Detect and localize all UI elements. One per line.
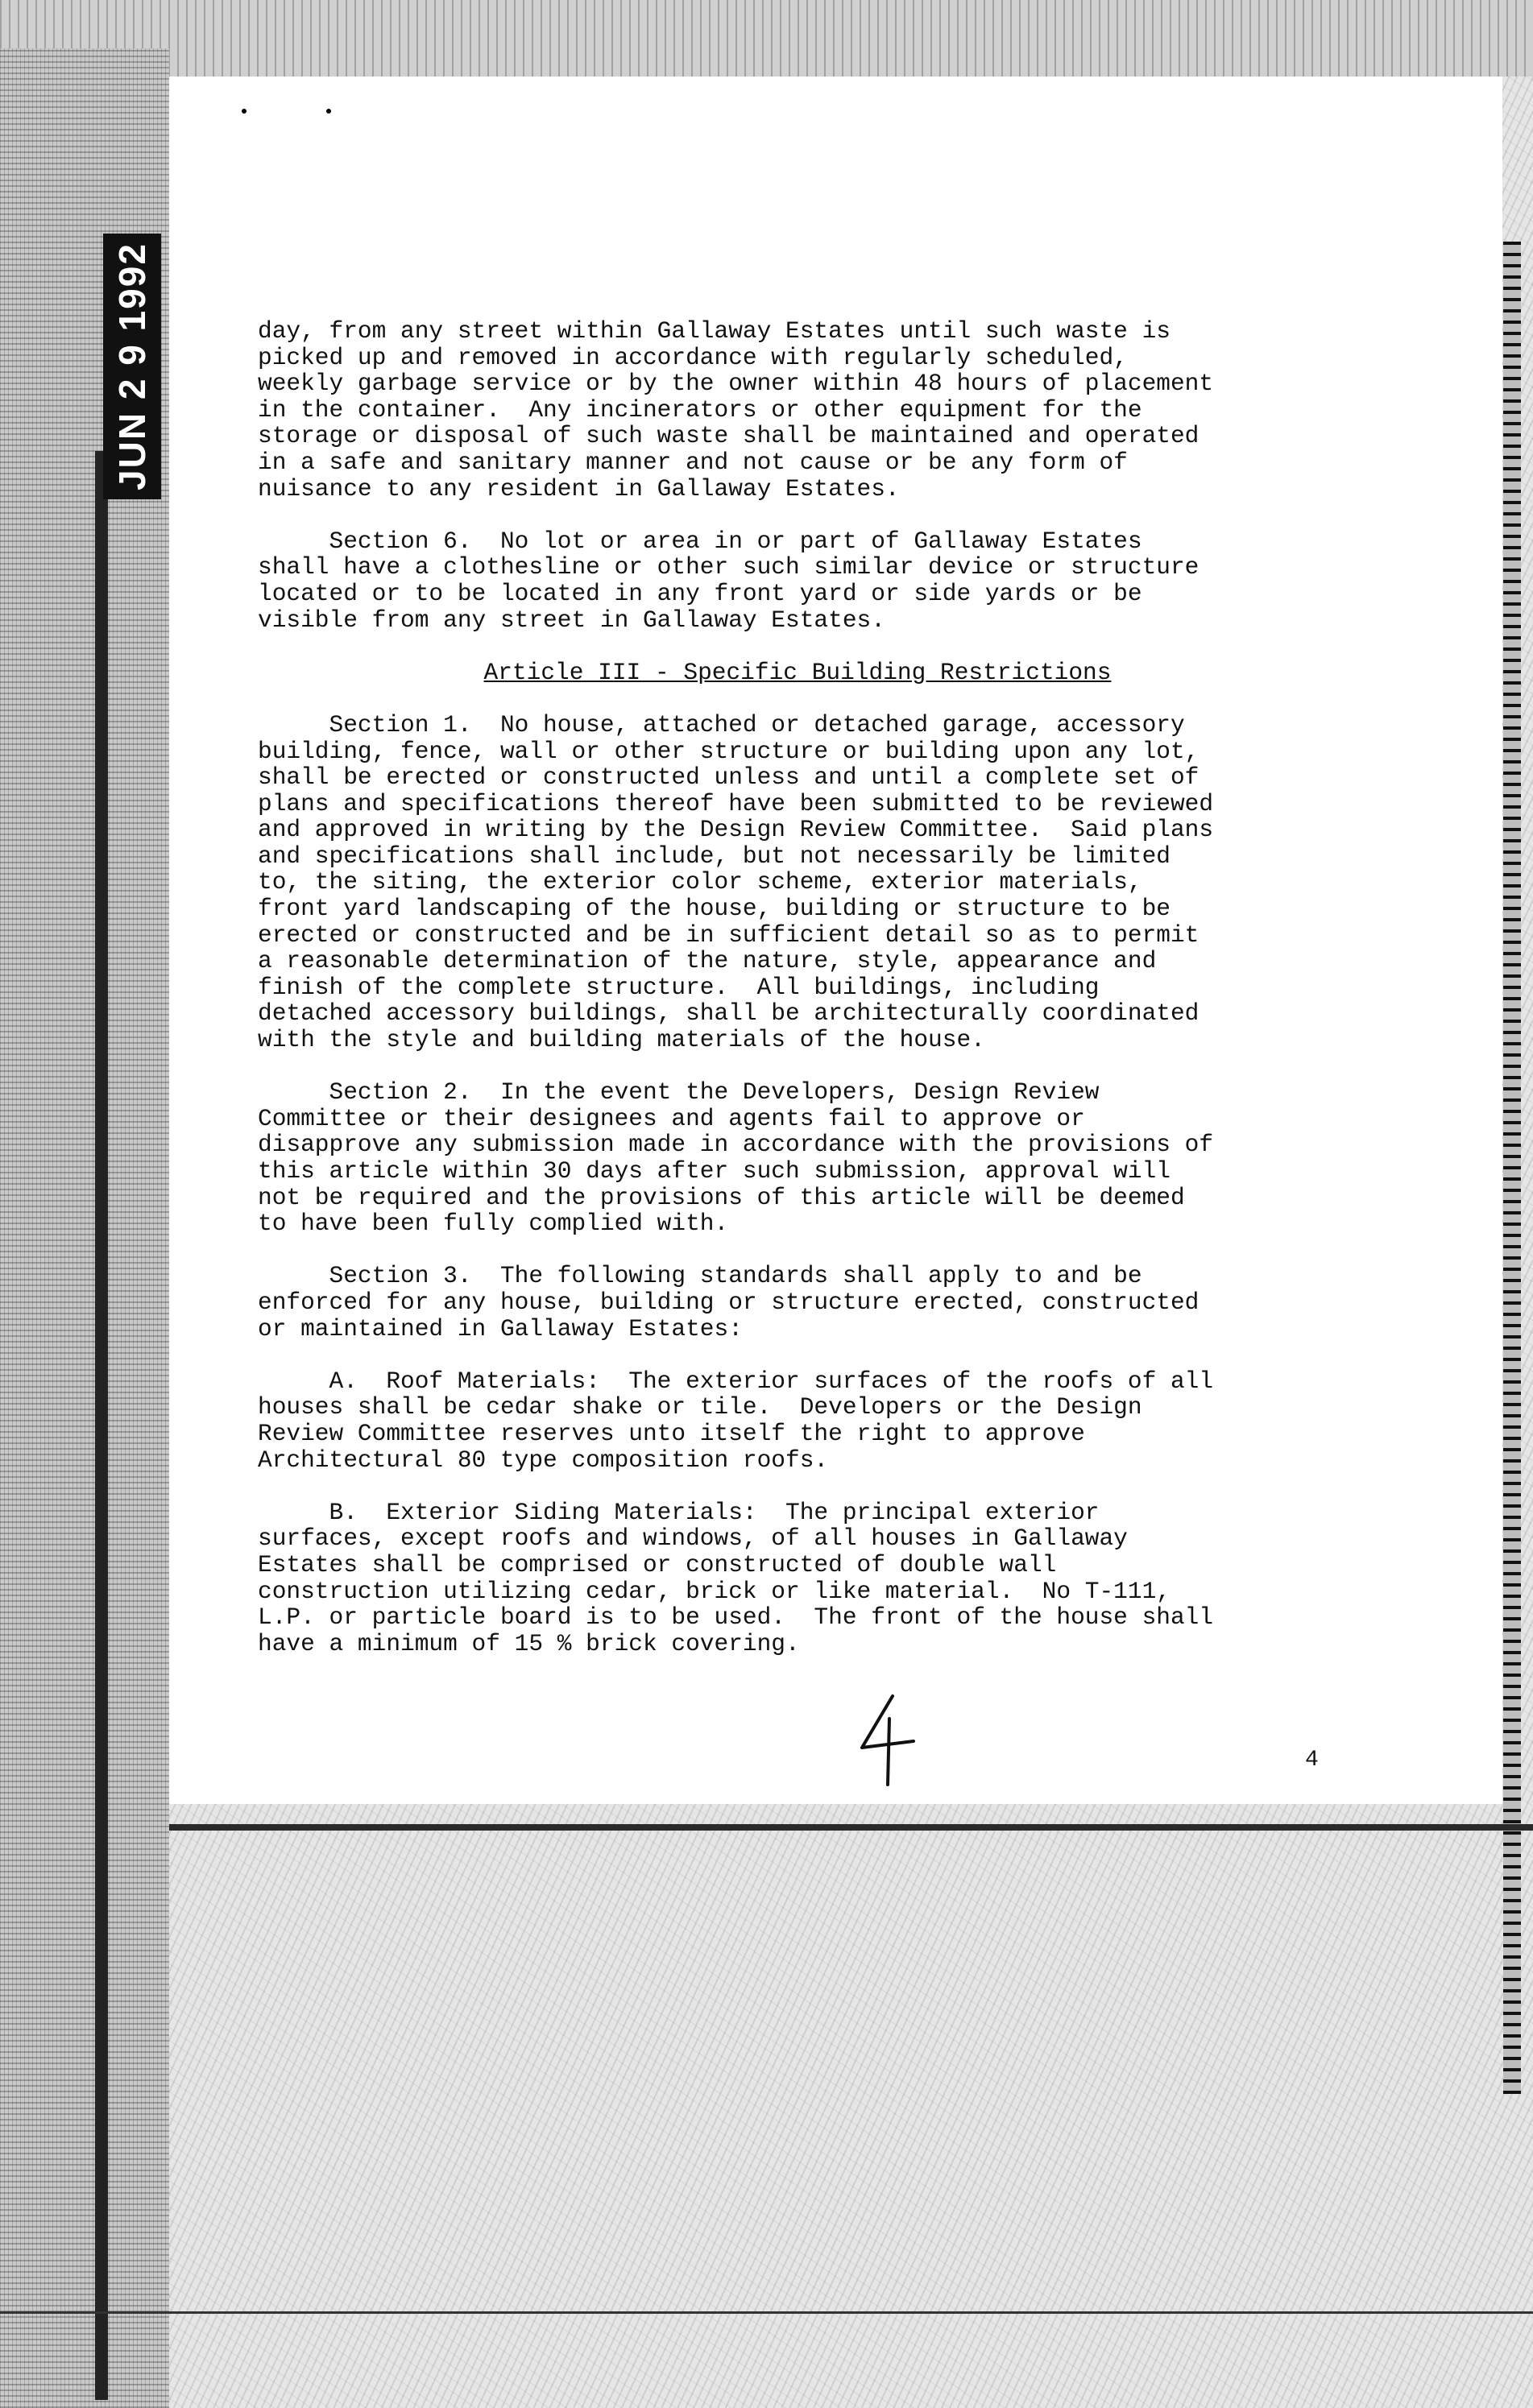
article-heading: Article III - Specific Building Restrictions xyxy=(483,658,1112,686)
text-line: located or to be located in any front yard or side yards or be xyxy=(258,579,1142,607)
text-line: finish of the complete structure. All buildings, including xyxy=(258,973,1100,1001)
text-line: Review Committee reserves unto itself the right to approve xyxy=(258,1419,1085,1447)
binding-edge xyxy=(95,451,108,2400)
text-line: weekly garbage service or by the owner within 48 hours of placement xyxy=(258,370,1214,398)
page-number: 4 xyxy=(1305,1748,1319,1773)
text-line: Section 3. The following standards shall apply to and be xyxy=(258,1262,1142,1290)
text-line: to, the siting, the exterior color scheme, exterior materials, xyxy=(258,868,1142,896)
text-line: nuisance to any resident in Gallaway Estates. xyxy=(258,474,900,503)
text-line: in the container. Any incinerators or other equipment for the xyxy=(258,395,1142,424)
text-line: disapprove any submission made in accordance with the provisions of xyxy=(258,1131,1214,1159)
punch-marks xyxy=(242,109,338,125)
text-line: a reasonable determination of the nature, style, appearance and xyxy=(258,947,1157,975)
text-line: with the style and building materials of the house. xyxy=(258,1026,985,1054)
text-line: or maintained in Gallaway Estates: xyxy=(258,1314,743,1343)
text-line: erected or constructed and be in sufficient detail so as to permit xyxy=(258,921,1199,949)
text-line: day, from any street within Gallaway Estates until such waste is xyxy=(258,317,1170,345)
paragraph-roof-materials xyxy=(258,1368,1337,1473)
text-line: Section 1. No house, attached or detached garage, accessory xyxy=(258,710,1185,739)
paragraph-waste xyxy=(258,318,1337,502)
text-line: surfaces, except roofs and windows, of all houses in Gallaway xyxy=(258,1525,1128,1553)
text-line: houses shall be cedar shake or tile. Developers or the Design xyxy=(258,1393,1142,1421)
text-line: shall be erected or constructed unless and until a complete set of xyxy=(258,763,1199,792)
text-line: detached accessory buildings, shall be architecturally coordinated xyxy=(258,999,1199,1028)
scan-right-edge xyxy=(1503,242,1521,2094)
text-line: shall have a clothesline or other such similar device or structure xyxy=(258,553,1199,581)
paragraph-section-2 xyxy=(258,1079,1337,1237)
text-line: Section 6. No lot or area in or part of Gallaway Estates xyxy=(258,527,1142,555)
paragraph-section-6 xyxy=(258,528,1337,633)
paragraph-section-1 xyxy=(258,712,1337,1053)
paragraph-siding-materials xyxy=(258,1500,1337,1657)
text-line: building, fence, wall or other structure or building upon any lot, xyxy=(258,737,1199,765)
text-line: L.P. or particle board is to be used. The front of the house shall xyxy=(258,1603,1214,1632)
text-line: this article within 30 days after such submission, approval will xyxy=(258,1157,1170,1185)
received-date-stamp xyxy=(103,234,161,499)
text-line: A. Roof Materials: The exterior surfaces of the roofs of all xyxy=(258,1367,1214,1395)
text-line: plans and specifications thereof have been submitted to be reviewed xyxy=(258,789,1214,817)
text-line: construction utilizing cedar, brick or like material. No T-111, xyxy=(258,1577,1170,1605)
text-line: Architectural 80 type composition roofs. xyxy=(258,1446,829,1474)
text-line: Section 2. In the event the Developers, Design Review xyxy=(258,1078,1100,1107)
text-line: in a safe and sanitary manner and not cause or be any form of xyxy=(258,448,1128,476)
text-line: have a minimum of 15 % brick covering. xyxy=(258,1629,800,1657)
text-line: Estates shall be comprised or constructed of double wall xyxy=(258,1550,1057,1578)
scan-lower-line xyxy=(0,2311,1533,2314)
handwritten-page-number xyxy=(854,1691,918,1788)
text-line: and specifications shall include, but not necessarily be limited xyxy=(258,842,1170,870)
text-line: to have been fully complied with. xyxy=(258,1210,729,1238)
scan-top-edge xyxy=(0,0,1533,77)
text-line: Committee or their designees and agents fail to approve or xyxy=(258,1104,1085,1132)
text-line: front yard landscaping of the house, building or structure to be xyxy=(258,895,1170,923)
scan-page-bottom-edge xyxy=(169,1824,1533,1831)
document-body xyxy=(258,318,1337,1683)
text-line: enforced for any house, building or structure erected, constructed xyxy=(258,1288,1199,1316)
text-line: storage or disposal of such waste shall be maintained and operated xyxy=(258,422,1199,450)
text-line: and approved in writing by the Design Review Committee. Said plans xyxy=(258,816,1214,844)
text-line: B. Exterior Siding Materials: The principal exterior xyxy=(258,1498,1100,1526)
paragraph-section-3 xyxy=(258,1263,1337,1342)
stamp-date: JUN 2 9 1992 xyxy=(111,242,153,490)
text-line: visible from any street in Gallaway Estates. xyxy=(258,606,885,634)
text-line: picked up and removed in accordance with regularly scheduled, xyxy=(258,343,1128,371)
text-line: not be required and the provisions of this article will be deemed xyxy=(258,1183,1185,1211)
